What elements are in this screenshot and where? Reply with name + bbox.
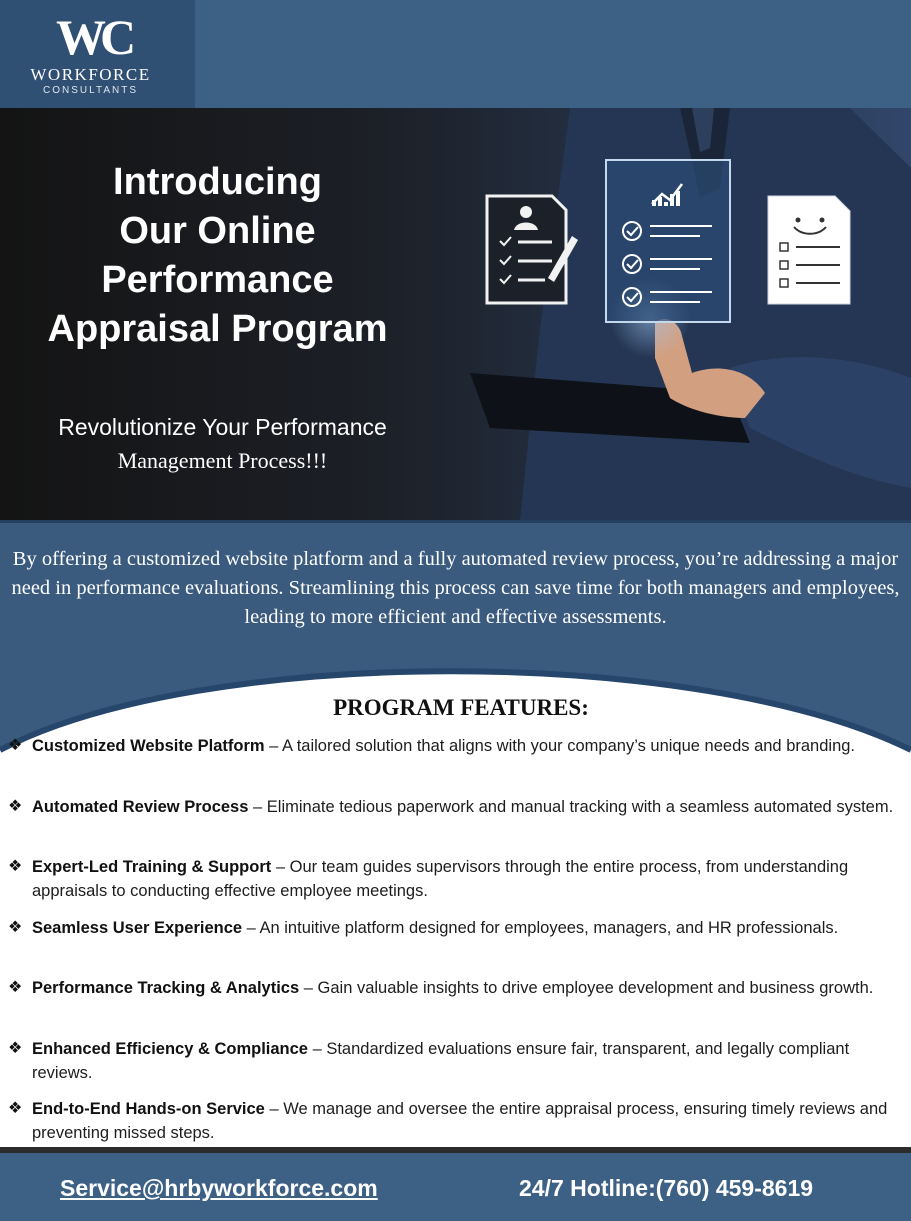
header-bar [0, 0, 911, 108]
feature-description: – Eliminate tedious paperwork and manual tracking with a seamless automated system. [248, 797, 894, 816]
feature-name: Enhanced Efficiency & Compliance [32, 1039, 308, 1058]
hotline-phone[interactable]: 24/7 Hotline:(760) 459-8619 [519, 1175, 814, 1201]
feature-item [8, 1037, 898, 1098]
diamond-bullet-icon: ❖ [8, 737, 23, 754]
document-user-icon [487, 196, 578, 303]
hero-title-line: Our Online [119, 210, 316, 252]
diamond-bullet-icon: ❖ [8, 918, 23, 936]
hero-subtitle-line-1: Revolutionize Your Performance [58, 414, 387, 440]
hero-title-line: Performance [101, 259, 334, 301]
hero-title-line: Introducing [113, 161, 322, 203]
feature-name: Customized Website Platform [32, 737, 265, 755]
hero-subtitle-line-2: Management Process!!! [117, 448, 328, 473]
diamond-bullet-icon: ❖ [8, 1100, 23, 1117]
feature-description: – An intuitive platform designed for employees, managers, and HR professionals. [242, 918, 839, 937]
hero-title [0, 158, 435, 354]
feature-item [8, 916, 898, 977]
document-smiley-icon [768, 196, 850, 304]
feature-description: – We manage and oversee the entire appraisal process, ensuring timely reviews and preventing missed steps. [32, 1100, 888, 1142]
features-heading: PROGRAM FEATURES: [333, 695, 589, 720]
diamond-bullet-icon: ❖ [8, 797, 23, 815]
feature-item [8, 734, 898, 795]
intro-paragraph: By offering a customized website platform and a fully automated review process, you’re addressing a major need in performance evaluations. Streamlining this process can save time for both managers and employees, leading to more efficient and effective assessments. [11, 548, 900, 628]
hero-title-line: Appraisal Program [47, 308, 388, 350]
logo-subtitle: CONSULTANTS [43, 85, 138, 96]
hero-banner [0, 108, 911, 520]
feature-description: – Gain valuable insights to drive employee development and business growth. [299, 979, 874, 997]
feature-description: – A tailored solution that aligns with your company’s unique needs and branding. [264, 737, 856, 755]
feature-item [8, 855, 898, 916]
diamond-bullet-icon: ❖ [8, 979, 23, 996]
document-chart-checklist-icon [606, 160, 730, 322]
logo-name: WORKFORCE [30, 65, 151, 84]
features-list [8, 734, 898, 1158]
email-link[interactable]: Service@hrbyworkforce.com [60, 1175, 378, 1201]
company-logo[interactable] [0, 0, 195, 108]
feature-description: – Standardized evaluations ensure fair, transparent, and legally compliant reviews. [32, 1039, 850, 1082]
diamond-bullet-icon: ❖ [8, 858, 23, 875]
feature-description: – Our team guides supervisors through the entire process, from understanding appraisals to conducting effective employee meetings. [32, 858, 849, 900]
svg-text:WC: WC [55, 10, 131, 62]
feature-name: End-to-End Hands-on Service [32, 1100, 265, 1118]
feature-name: Seamless User Experience [32, 918, 243, 937]
businessman-touching-checklists-image [430, 108, 911, 520]
feature-item [8, 976, 898, 1037]
feature-name: Automated Review Process [32, 797, 249, 816]
feature-item [8, 795, 898, 856]
feature-name: Performance Tracking & Analytics [32, 979, 300, 997]
feature-name: Expert-Led Training & Support [32, 858, 272, 876]
footer-bar [0, 1147, 911, 1221]
wc-logo-mark [38, 10, 148, 62]
diamond-bullet-icon: ❖ [8, 1039, 23, 1057]
